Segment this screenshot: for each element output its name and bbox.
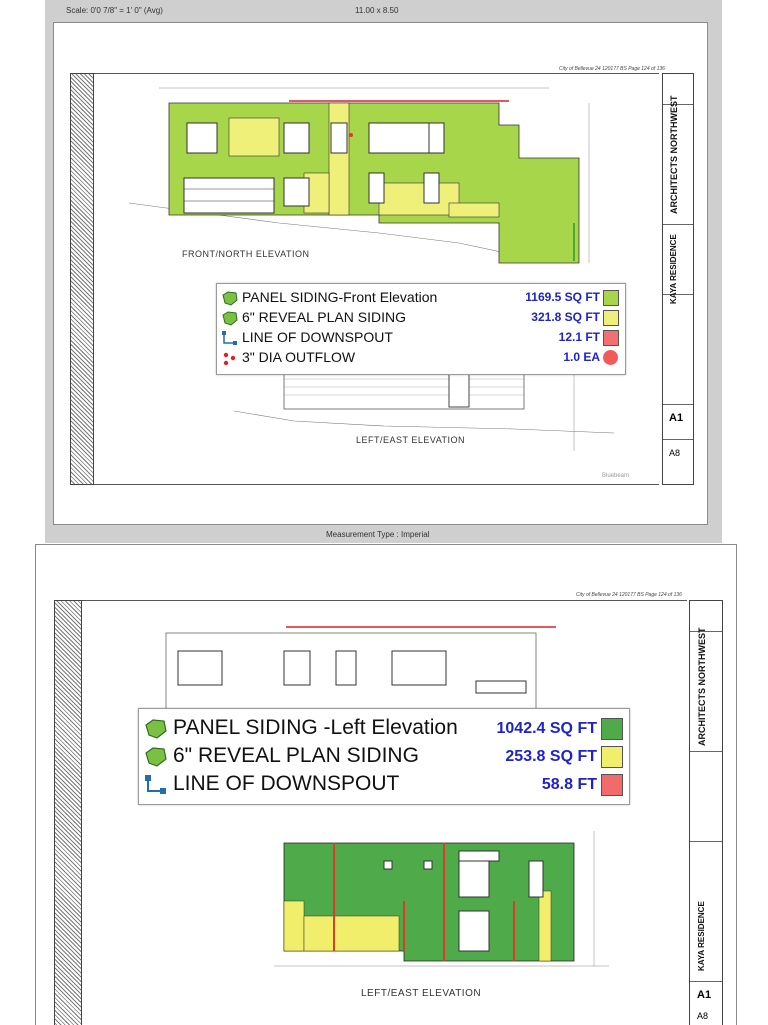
title-block [662,73,694,485]
legend-label: LINE OF DOWNSPOUT [242,329,393,345]
firm-name: ARCHITECTS NORTHWEST [697,627,707,746]
legend-value: 1169.5 SQ FT [525,290,600,304]
paper-size-label: 11.00 x 8.50 [355,6,399,15]
legend-swatch [601,746,623,768]
legend-value: 321.8 SQ FT [531,310,600,324]
firm-name: ARCHITECTS NORTHWEST [669,95,679,214]
polyline-length-icon [145,775,167,795]
sheet-page-1[interactable] [53,22,708,525]
legend-swatch [603,330,619,346]
sheet-number: A1 [669,412,684,424]
markup-legend-2[interactable] [138,708,630,805]
left-elevation-caption-1: LEFT/EAST ELEVATION [356,435,466,445]
sheet-page-2[interactable] [35,544,737,1025]
sheet-border-hatch [54,600,82,1025]
legend-label: 3" DIA OUTFLOW [242,349,356,365]
polygon-area-icon [222,291,238,306]
sheet-header-ref: City of Bellevue 24 120177 BS Page 124 of 136 [559,66,665,72]
legend-label: 6" REVEAL PLAN SIDING [173,744,419,767]
scale-label: Scale: 0'0 7/8" = 1' 0" (Avg) [66,6,163,15]
markup-legend-1[interactable] [216,283,626,375]
legend-swatch [601,718,623,740]
legend-swatch [603,290,619,306]
polygon-area-icon [145,747,167,767]
legend-label: PANEL SIDING-Front Elevation [242,289,438,305]
legend-row[interactable] [217,288,625,308]
sheet-header-ref: City of Bellevue 24 120177 BS Page 124 of 136 [576,592,682,598]
legend-value: 253.8 SQ FT [505,748,597,765]
legend-row[interactable] [139,743,629,771]
sheet-border-hatch [70,73,94,485]
left-elevation-drawing-1 [234,371,634,461]
front-elevation-caption: FRONT/NORTH ELEVATION [182,249,310,259]
legend-swatch [603,350,618,365]
legend-row[interactable] [217,328,625,348]
sheet-sub-number: A8 [669,448,681,458]
legend-swatch [603,310,619,326]
legend-row[interactable] [217,348,625,368]
count-dots-icon [222,351,238,366]
measurement-type-label: Measurement Type : Imperial [326,530,430,539]
polygon-area-icon [145,719,167,739]
legend-value: 1042.4 SQ FT [496,720,597,737]
legend-row[interactable] [217,308,625,328]
left-elevation-drawing-2 [274,831,614,971]
legend-label: LINE OF DOWNSPOUT [173,772,400,795]
sheet-sub-number: A8 [697,1011,709,1021]
polyline-length-icon [222,331,238,346]
watermark: Bluebeam [602,473,630,479]
legend-swatch [601,774,623,796]
front-elevation-drawing-2 [136,615,616,715]
project-name: KAYA RESIDENCE [697,901,706,971]
legend-label: 6" REVEAL PLAN SIDING [242,309,406,325]
legend-row[interactable] [139,771,629,799]
project-name: KAYA RESIDENCE [669,234,678,304]
polygon-area-icon [222,311,238,326]
left-elevation-caption-2: LEFT/EAST ELEVATION [361,988,482,999]
sheet-number: A1 [697,989,712,1001]
legend-value: 1.0 EA [563,350,600,364]
legend-label: PANEL SIDING -Left Elevation [173,716,458,739]
title-block [689,600,723,1025]
legend-row[interactable] [139,715,629,743]
legend-value: 58.8 FT [541,776,597,793]
legend-value: 12.1 FT [558,330,600,344]
